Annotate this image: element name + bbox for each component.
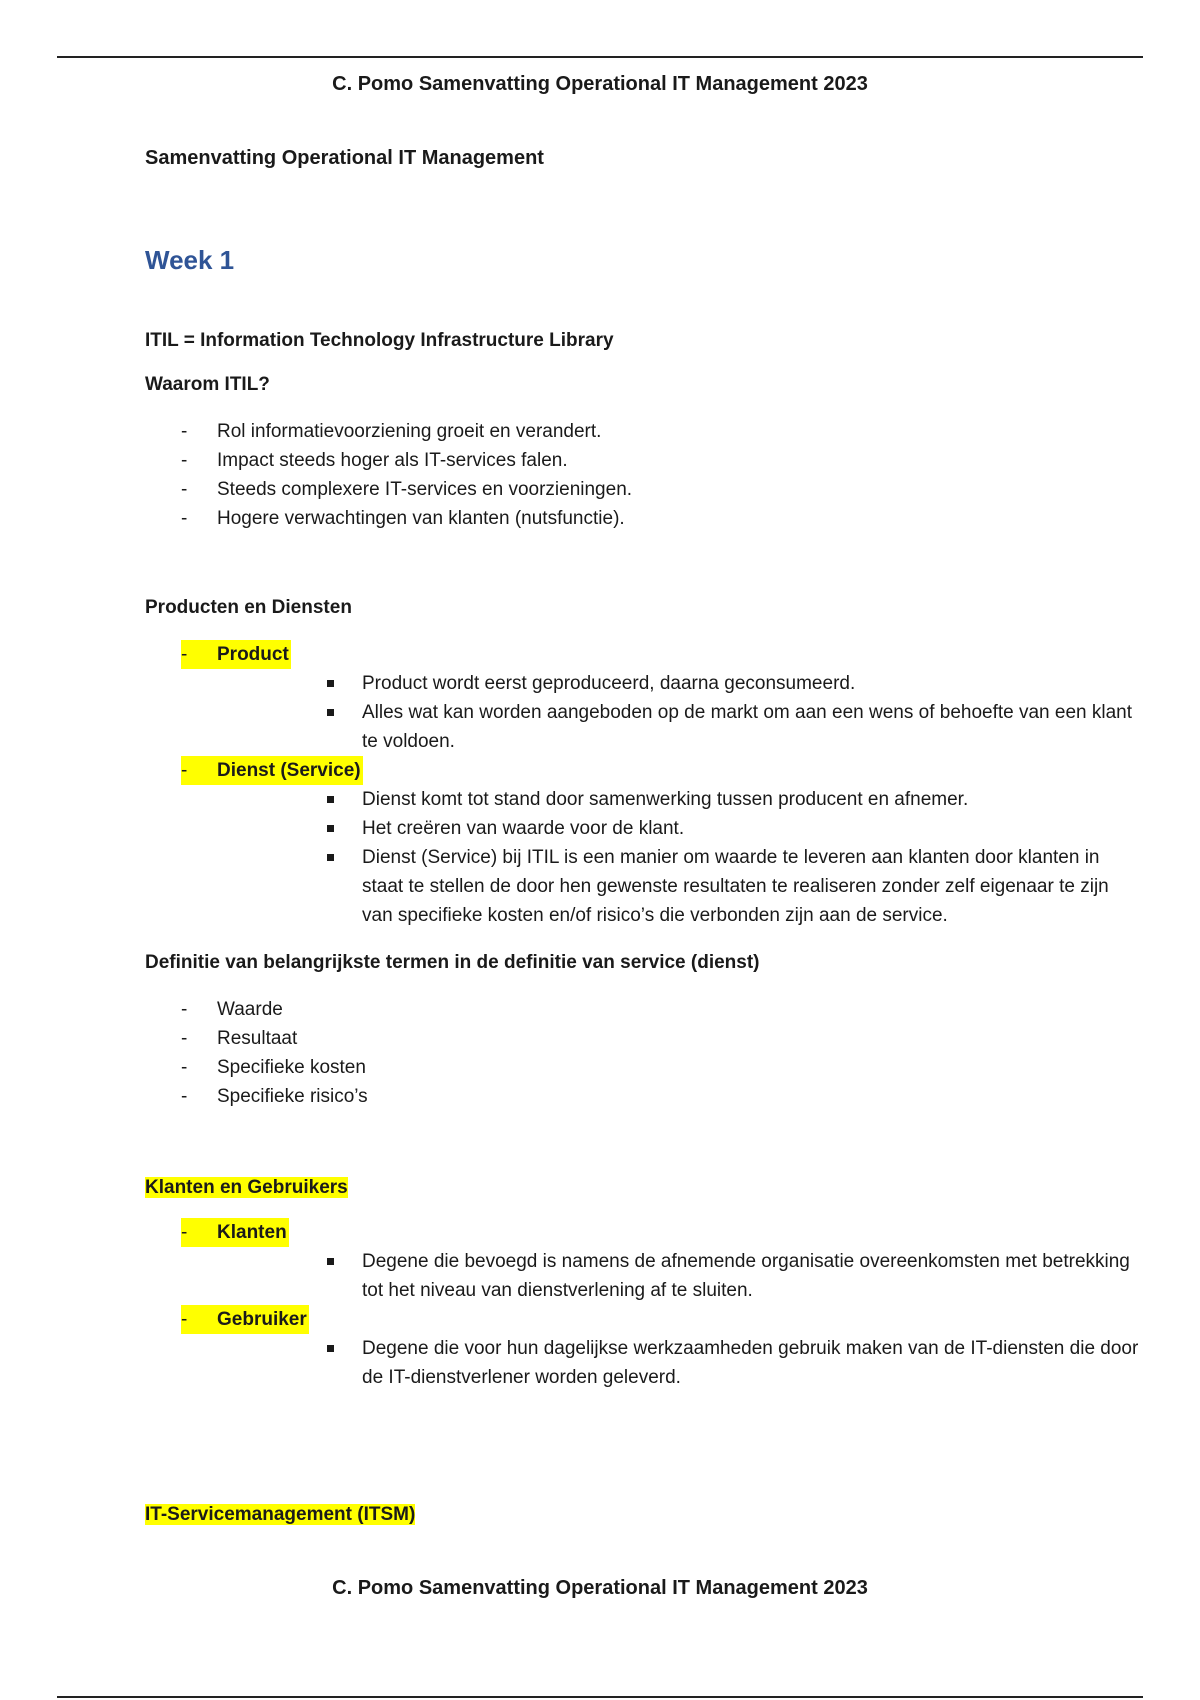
- user-item: - Gebruiker Degene die voor hun dagelijkse werkzaamheden gebruik maken van de IT-diensten die door de IT-dienstverlener worden geleverd.: [145, 1305, 1142, 1392]
- running-footer: C. Pomo Samenvatting Operational IT Management 2023: [332, 1577, 868, 1599]
- why-itil-list: [145, 417, 632, 533]
- list-item: Alles wat kan worden aangeboden op de markt om aan een wens of behoefte van een klant te voldoen.: [217, 698, 1142, 756]
- service-points: [217, 785, 1142, 930]
- document-title: Samenvatting Operational IT Management: [145, 147, 544, 169]
- bottom-rule: [57, 1696, 1143, 1698]
- list-item: - Specifieke risico’s: [181, 1086, 368, 1107]
- list-item: - Resultaat: [181, 1028, 298, 1049]
- week-heading: Week 1: [145, 245, 235, 275]
- list-item: Product wordt eerst geproduceerd, daarna geconsumeerd.: [217, 669, 1142, 698]
- list-item: Het creëren van waarde voor de klant.: [217, 814, 1142, 843]
- list-item: - Impact steeds hoger als IT-services falen.: [181, 450, 568, 471]
- itsm-heading: IT-Servicemanagement (ITSM): [145, 1504, 416, 1525]
- itil-definition: ITIL = Information Technology Infrastructure Library: [145, 330, 614, 351]
- running-header: C. Pomo Samenvatting Operational IT Management 2023: [332, 73, 868, 95]
- service-item: - Dienst (Service) Dienst komt tot stand door samenwerking tussen producent en afnemer. Het creëren van waarde voor de klant. Dienst (Service) bij ITIL is een manier om waarde te leveren aan klanten door klanten in staat te stellen de door hen gewenste resultaten te realiseren zonder zelf eigenaar te zijn van specifieke kosten en/of risico’s die verbonden zijn aan de service.: [145, 756, 1142, 930]
- list-item: Degene die voor hun dagelijkse werkzaamheden gebruik maken van de IT-diensten die door de IT-dienstverlener worden geleverd.: [217, 1334, 1142, 1392]
- product-points: [217, 669, 1142, 756]
- definitions-heading: Definitie van belangrijkste termen in de definitie van service (dienst): [145, 952, 760, 973]
- list-item: - Specifieke kosten: [181, 1057, 366, 1078]
- list-item: Dienst komt tot stand door samenwerking tussen producent en afnemer.: [217, 785, 1142, 814]
- customers-points: [217, 1247, 1142, 1305]
- list-item: - Rol informatievoorziening groeit en verandert.: [181, 421, 602, 442]
- customers-item: - Klanten Degene die bevoegd is namens de afnemende organisatie overeenkomsten met betrekking tot het niveau van dienstverlening af te sluiten.: [145, 1218, 1142, 1305]
- products-services-heading: Producten en Diensten: [145, 597, 352, 618]
- products-services-list: [145, 640, 1142, 930]
- list-item: Dienst (Service) bij ITIL is een manier om waarde te leveren aan klanten door klanten in staat te stellen de door hen gewenste resultaten te realiseren zonder zelf eigenaar te zijn van specifieke kosten en/of risico’s die verbonden zijn aan de service.: [217, 843, 1142, 930]
- why-itil-heading: Waarom ITIL?: [145, 374, 270, 395]
- list-item: Degene die bevoegd is namens de afnemende organisatie overeenkomsten met betrekking tot het niveau van dienstverlening af te sluiten.: [217, 1247, 1142, 1305]
- list-item: - Waarde: [181, 999, 283, 1020]
- list-item: - Steeds complexere IT-services en voorzieningen.: [181, 479, 633, 500]
- definitions-list: [145, 995, 368, 1111]
- user-points: [217, 1334, 1142, 1392]
- customers-users-heading: Klanten en Gebruikers: [145, 1177, 348, 1198]
- product-item: - Product Product wordt eerst geproduceerd, daarna geconsumeerd. Alles wat kan worden aangeboden op de markt om aan een wens of behoefte van een klant te voldoen.: [145, 640, 1142, 756]
- customers-users-list: [145, 1218, 1142, 1392]
- top-rule: [57, 56, 1143, 58]
- list-item: - Hogere verwachtingen van klanten (nutsfunctie).: [181, 508, 625, 529]
